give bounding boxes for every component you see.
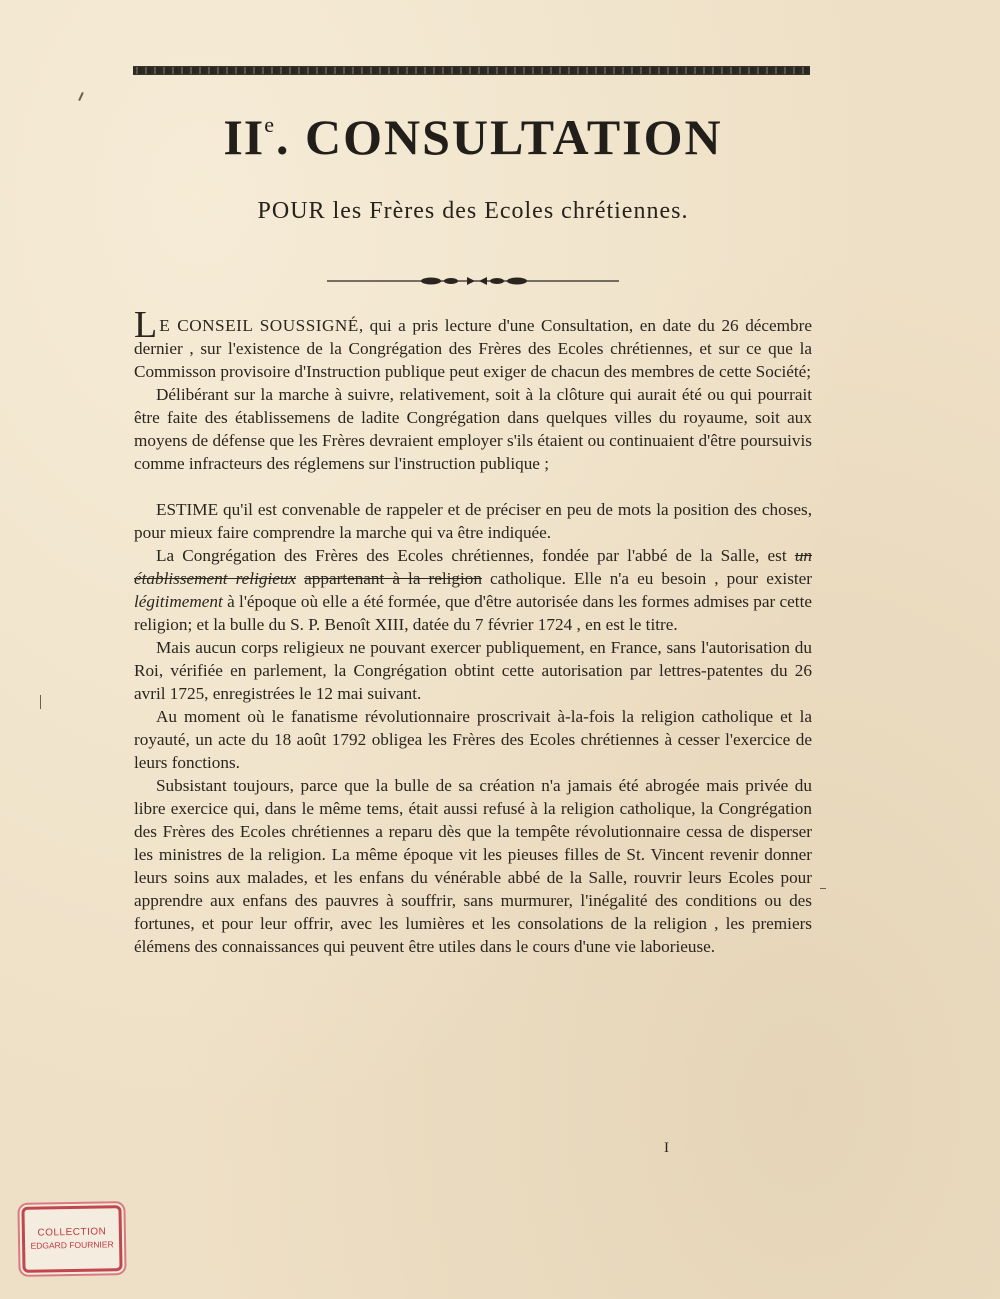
stamp-line-2: EDGARD FOURNIER <box>30 1239 114 1251</box>
struck-text: un établissement religieux <box>134 546 812 588</box>
title-numeral: II <box>223 109 265 165</box>
struck-text-2: appartenant à la religion <box>304 569 482 588</box>
document-body <box>134 304 813 958</box>
paragraph-1-lead: E CONSEIL SOUSSIGNÉ <box>159 316 359 335</box>
paragraph-4 <box>134 544 812 636</box>
paragraph-4-text-c: catholique. Elle n'a eu besoin , pour exister <box>481 569 813 588</box>
title-word: . CONSULTATION <box>276 109 723 165</box>
paragraph-7: Subsistant toujours, parce que la bulle de sa création n'a jamais été abrogée mais privée du libre exercice qui, dans le même tems, était aussi refusé à la religion catholique, la Congrégation des Frères des Ecoles chrétiennes a reparu dès que la tempête révolutionnaire cessa de disperser les ministres de la religion. La même époque vit les pieuses filles de St. Vincent revenir donner leurs soins aux malades, et les enfans du vénérable abbé de la Salle, rouvrir leurs Ecoles pour apprendre aux enfans des pauvres à souffrir, sans murmurer, l'inégalité des conditions ou des fortunes, et pour leur offrir, avec les lumières et les consolations de la religion , les premiers élémens des connaissances qui peuvent être utiles dans le cours d'une vie laborieuse. <box>134 776 812 956</box>
paragraph-1-text: , qui a pris lecture d'une Consultation, en date du 26 décembre dernier , sur l'existence de la Congrégation des Frères des Ecoles chrétiennes, et sur ce que la Commisson provisoire d'Instruction publique peut exiger de chacun des membres de cette Société; <box>134 316 812 381</box>
top-decorative-rule <box>133 66 810 75</box>
stamp-line-1: COLLECTION <box>37 1226 107 1239</box>
page-title <box>0 108 946 166</box>
paragraph-6: Au moment où le fanatisme révolutionnaire proscrivait à-la-fois la religion catholique et la royauté, un acte du 18 août 1792 obligea les Frères des Ecoles chrétiennes à cesser l'exercice de leurs fonctions. <box>134 707 812 772</box>
handwritten-italic: légitimement <box>134 592 223 611</box>
title-superscript: e <box>264 112 277 137</box>
page-subtitle: POUR les Frères des Ecoles chrétiennes. <box>257 198 689 224</box>
paragraph-4-text-b <box>296 569 304 588</box>
paragraph-2: Délibérant sur la marche à suivre, relativement, soit à la clôture qui aurait été ou qui pourrait être faite des établissemens de ladite Congrégation dans quelques villes du royaume, soit aux moyens de défense que les Frères devraient employer s'ils étaient ou continuaient d'être poursuivis comme infracteurs des réglemens sur l'instruction publique ; <box>134 385 812 473</box>
paragraph-4-text-d: à l'époque où elle a été formée, que d'être autorisée dans les formes admises par cette religion; et la bulle du S. P. Benoît XIII, datée du 7 février 1724 , en est le titre. <box>134 592 812 634</box>
paragraph-3: ESTIME qu'il est convenable de rappeler et de préciser en peu de mots la position des choses, pour mieux faire comprendre la marche qui va être indiquée. <box>134 500 812 542</box>
paragraph-4-text-a: La Congrégation des Frères des Ecoles chrétiennes, fondée par l'abbé de la Salle, est <box>156 546 795 565</box>
paragraph-1 <box>134 304 812 383</box>
collection-stamp <box>21 1205 122 1273</box>
margin-pen-mark <box>40 695 41 709</box>
margin-pen-mark <box>820 888 826 889</box>
margin-pen-mark <box>78 92 84 101</box>
title-ornament-divider <box>327 276 619 286</box>
paragraph-5: Mais aucun corps religieux ne pouvant exercer publiquement, en France, sans l'autorisation du Roi, vérifiée en parlement, la Congrégation obtint cette autorisation par lettres-patentes du 26 avril 1725, enregistrées le 12 mai suivant. <box>134 638 812 703</box>
drop-cap: L <box>134 304 158 346</box>
page-number: I <box>664 1140 669 1156</box>
